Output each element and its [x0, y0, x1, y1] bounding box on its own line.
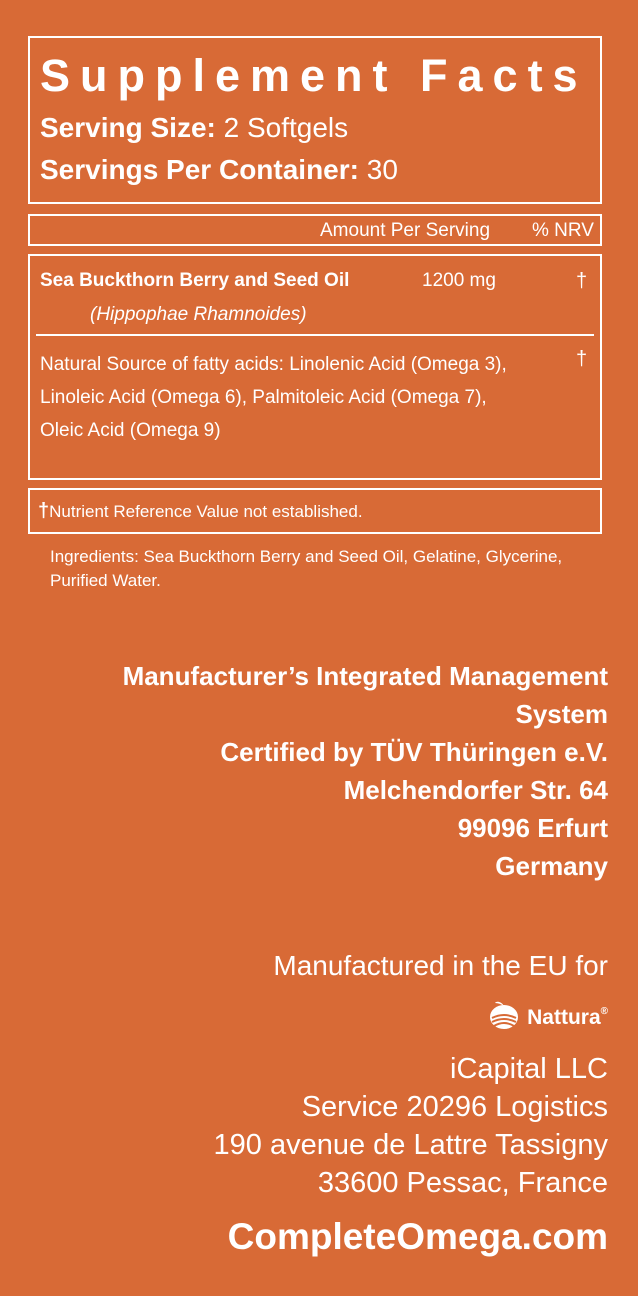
fatty-acids-nrv-dagger: †	[576, 348, 588, 370]
servings-per-container-value: 30	[358, 154, 398, 185]
ingredient-nrv-dagger: †	[576, 270, 588, 292]
fatty-acids-line: Oleic Acid (Omega 9)	[40, 420, 221, 441]
supplement-facts-title: Supplement Facts	[40, 50, 588, 101]
nattura-logo-icon	[487, 1000, 521, 1035]
nrv-header: % NRV	[532, 220, 594, 241]
table-header-box	[28, 214, 602, 246]
ingredients-line: Purified Water.	[50, 571, 161, 590]
ingredient-name: Sea Buckthorn Berry and Seed Oil	[40, 270, 350, 291]
nrv-footnote	[38, 500, 363, 523]
fatty-acids-description	[40, 348, 530, 447]
manufacturer-line: Manufacturer’s Integrated Management	[122, 661, 608, 691]
footnote-text: Nutrient Reference Value not established.	[49, 502, 363, 521]
distributor-line: 190 avenue de Lattre Tassigny	[213, 1129, 608, 1161]
distributor-line: Service 20296 Logistics	[301, 1091, 608, 1123]
registered-mark: ®	[600, 1005, 608, 1017]
supplement-facts-header-box	[28, 36, 602, 204]
manufacturer-line: Certified by TÜV Thüringen e.V.	[220, 737, 608, 767]
servings-per-container-label: Servings Per Container:	[40, 154, 359, 185]
fatty-acids-line: Natural Source of fatty acids: Linolenic Acid (Omega 3),	[40, 354, 507, 375]
nutrient-table-box	[28, 254, 602, 480]
serving-size-label: Serving Size:	[40, 112, 216, 143]
distributor-line: iCapital LLC	[450, 1053, 608, 1085]
servings-per-container	[40, 154, 398, 186]
brand-name	[527, 1006, 608, 1030]
ingredient-amount: 1200 mg	[422, 270, 496, 291]
serving-size	[40, 112, 348, 144]
footnote-box	[28, 488, 602, 534]
ingredients-line: Ingredients: Sea Buckthorn Berry and Seed Oil, Gelatine, Glycerine,	[50, 547, 563, 566]
brand-name-text: Nattura	[527, 1005, 601, 1029]
nattura-brand	[487, 1000, 608, 1035]
distributor-line: 33600 Pessac, France	[317, 1167, 608, 1199]
manufacturer-line: Germany	[495, 851, 608, 881]
manufacturer-line: System	[515, 699, 608, 729]
serving-size-value: 2 Softgels	[215, 112, 349, 143]
website-url: CompleteOmega.com	[227, 1216, 608, 1257]
made-in-eu-text: Manufactured in the EU for	[273, 950, 608, 981]
amount-per-serving-header: Amount Per Serving	[320, 220, 491, 241]
ingredient-latin-name: (Hippophae Rhamnoides)	[90, 304, 307, 325]
distributor-address	[214, 1050, 608, 1202]
footnote-dagger: †	[38, 500, 50, 522]
fatty-acids-line: Linoleic Acid (Omega 6), Palmitoleic Acid (Omega 7),	[40, 387, 487, 408]
manufacturer-certification	[48, 657, 608, 885]
table-divider	[36, 334, 594, 336]
ingredients-list	[50, 545, 610, 593]
manufacturer-line: Melchendorfer Str. 64	[343, 775, 608, 805]
manufacturer-line: 99096 Erfurt	[457, 813, 608, 843]
